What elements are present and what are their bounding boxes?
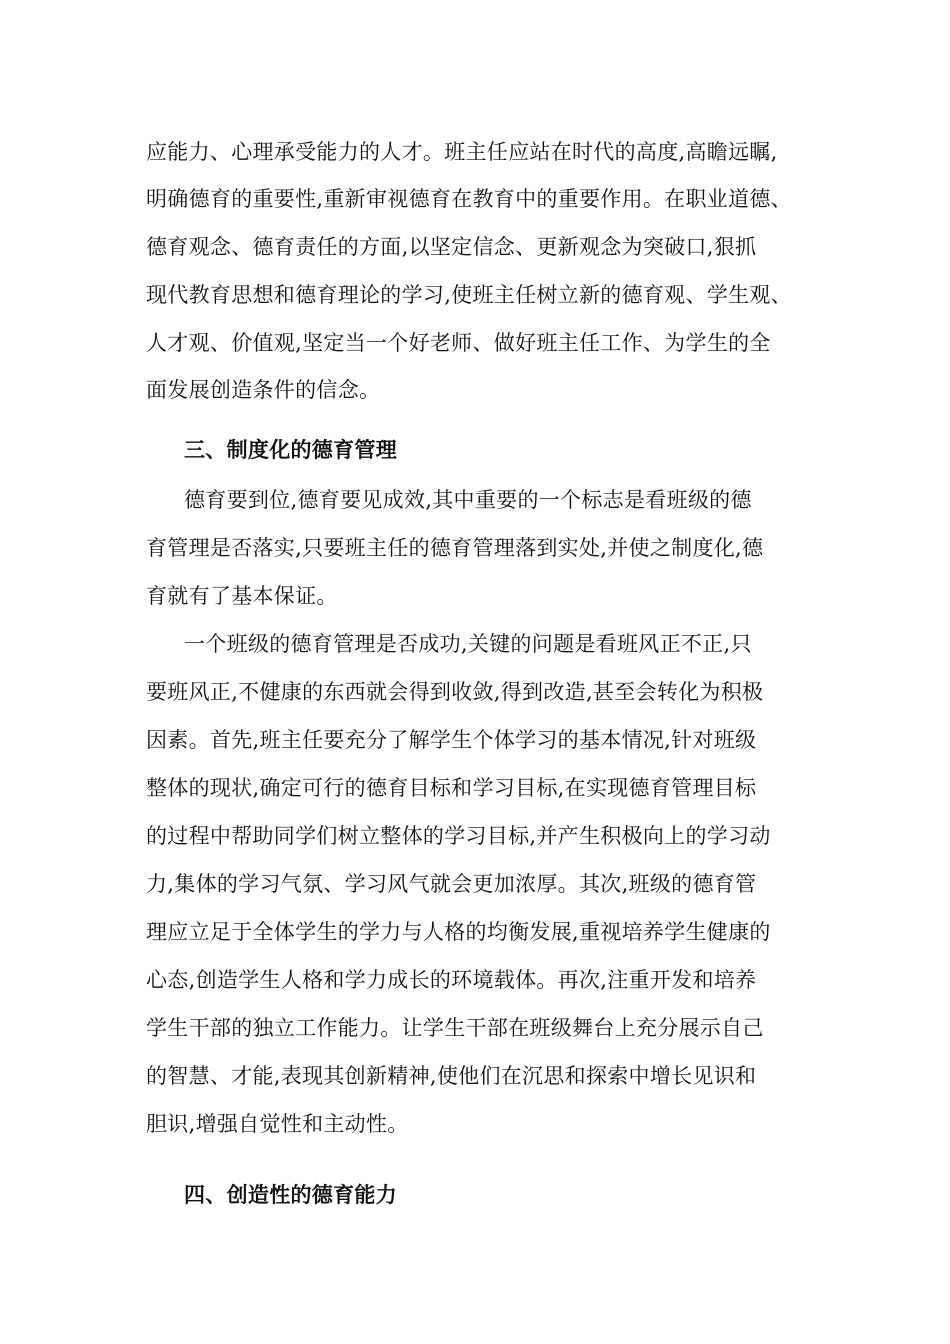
paragraph-line: 力,集体的学习气氛、学习风气就会更加浓厚。其次,班级的德育管 — [146, 872, 757, 896]
paragraph-line: 育就有了基本保证。 — [146, 584, 338, 608]
section-heading-3: 三、制度化的德育管理 — [184, 437, 397, 462]
paragraph-line: 应能力、心理承受能力的人才。班主任应站在时代的高度,高瞻远瞩, — [146, 140, 778, 164]
paragraph-line: 要班风正,不健康的东西就会得到收敛,得到改造,甚至会转化为积极 — [146, 680, 764, 704]
paragraph-line: 胆识,增强自觉性和主动性。 — [146, 1112, 409, 1136]
paragraph-line: 的智慧、才能,表现其创新精神,使他们在沉思和探索中增长见识和 — [146, 1064, 757, 1088]
paragraph-line: 整体的现状,确定可行的德育目标和学习目标,在实现德育管理目标 — [146, 776, 757, 800]
paragraph-line: 育管理是否落实,只要班主任的德育管理落到实处,并使之制度化,德 — [146, 536, 764, 560]
paragraph-line: 德育要到位,德育要见成效,其中重要的一个标志是看班级的德 — [184, 488, 752, 512]
section-heading-4: 四、创造性的德育能力 — [184, 1182, 397, 1207]
paragraph-line: 人才观、价值观,坚定当一个好老师、做好班主任工作、为学生的全 — [146, 331, 771, 355]
paragraph-line: 学生干部的独立工作能力。让学生干部在班级舞台上充分展示自己 — [146, 1016, 764, 1040]
paragraph-line: 理应立足于全体学生的学力与人格的均衡发展,重视培养学生健康的 — [146, 920, 771, 944]
paragraph-line: 面发展创造条件的信念。 — [146, 378, 381, 402]
paragraph-line: 现代教育思想和德育理论的学习,使班主任树立新的德育观、学生观、 — [146, 283, 792, 307]
paragraph-line: 一个班级的德育管理是否成功,关键的问题是看班风正不正,只 — [184, 632, 752, 656]
paragraph-line: 因素。首先,班主任要充分了解学生个体学习的基本情况,针对班级 — [146, 728, 757, 752]
paragraph-line: 的过程中帮助同学们树立整体的学习目标,并产生积极向上的学习动 — [146, 824, 771, 848]
paragraph-line: 心态,创造学生人格和学力成长的环境载体。再次,注重开发和培养 — [146, 968, 757, 992]
paragraph-line: 明确德育的重要性,重新审视德育在教育中的重要作用。在职业道德、 — [146, 187, 792, 211]
paragraph-line: 德育观念、德育责任的方面,以坚定信念、更新观念为突破口,狠抓 — [146, 235, 757, 259]
